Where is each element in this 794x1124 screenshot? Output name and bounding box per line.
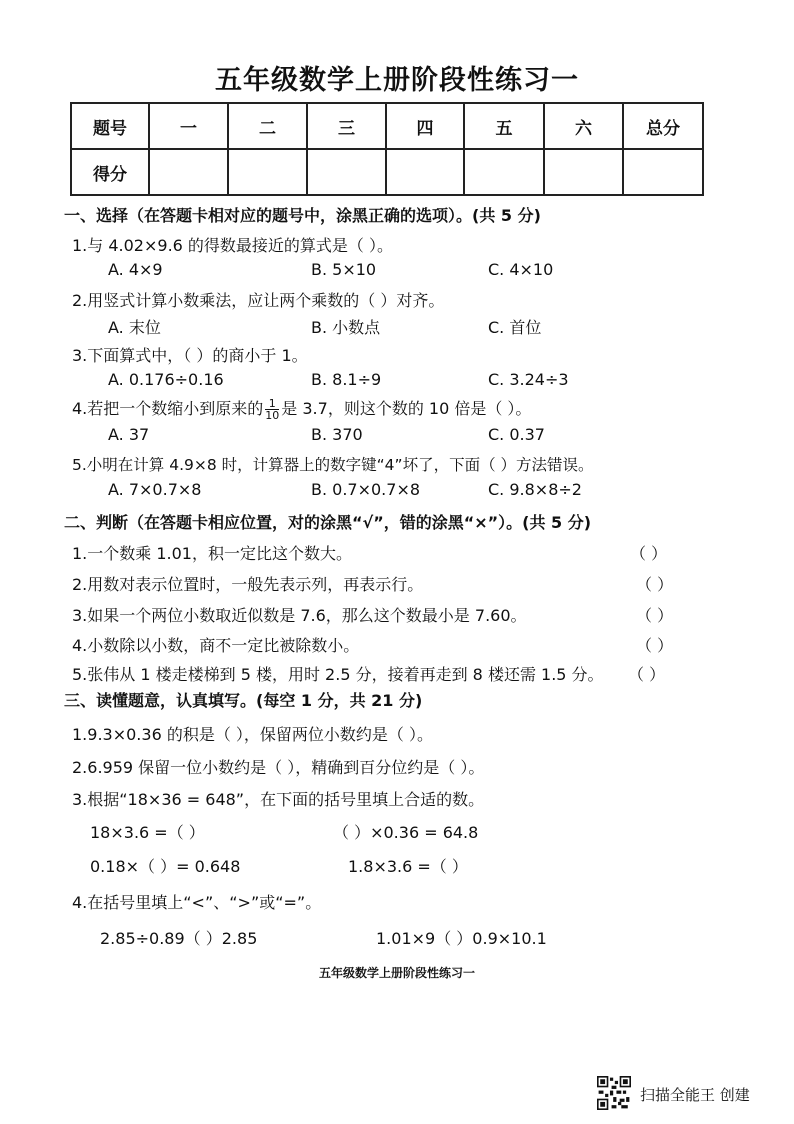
judge-item-3: 3.如果一个两位小数取近似数是 7.6，那么这个数最小是 7.60。 <box>72 606 527 625</box>
answer-parens: （ ） <box>636 636 674 655</box>
option-a: A. 末位 <box>108 318 161 337</box>
score-table-header-row <box>71 103 703 149</box>
judge-item-1: 1.一个数乘 1.01，积一定比这个数大。 <box>72 544 352 563</box>
page-footer: 五年级数学上册阶段性练习一 <box>318 966 475 980</box>
score-header-cell: 二 <box>228 103 307 149</box>
fill-question-3-a: 18×3.6 =（ ） <box>90 823 205 842</box>
score-header-cell: 五 <box>464 103 544 149</box>
question-1-2: 2.用竖式计算小数乘法，应让两个乘数的（ ）对齐。 <box>72 291 445 310</box>
option-c: C. 首位 <box>488 318 542 337</box>
section-3-heading: 三、读懂题意，认真填写。(每空 1 分，共 21 分) <box>64 691 423 710</box>
qr-code-icon <box>597 1076 631 1110</box>
score-table-score-row <box>71 149 703 195</box>
score-cell <box>228 149 307 195</box>
score-cell <box>544 149 623 195</box>
question-1-4-pre: 4.若把一个数缩小到原来的 <box>72 399 264 418</box>
answer-parens: （ ） <box>630 544 668 563</box>
fill-question-4-b: 1.01×9（ ）0.9×10.1 <box>376 929 547 948</box>
answer-parens: （ ） <box>636 606 674 625</box>
option-a: A. 0.176÷0.16 <box>108 370 224 389</box>
fraction-numerator: 1 <box>265 398 279 410</box>
fill-question-3: 3.根据“18×36 = 648”，在下面的括号里填上合适的数。 <box>72 790 485 809</box>
fraction-denominator: 10 <box>265 409 280 422</box>
score-table <box>70 102 704 196</box>
fill-question-1: 1.9.3×0.36 的积是（ ），保留两位小数约是（ ）。 <box>72 725 434 744</box>
option-b: B. 小数点 <box>311 318 381 337</box>
score-header-cell: 总分 <box>623 103 703 149</box>
option-b: B. 0.7×0.7×8 <box>311 480 421 499</box>
option-c: C. 9.8×8÷2 <box>488 480 582 499</box>
score-cell <box>386 149 464 195</box>
fill-question-4-a: 2.85÷0.89（ ）2.85 <box>100 929 258 948</box>
option-a: A. 7×0.7×8 <box>108 480 202 499</box>
question-1-4-post: 是 3.7，则这个数的 10 倍是（ ）。 <box>281 399 532 418</box>
fill-question-3-c: 0.18×（ ）= 0.648 <box>90 857 241 876</box>
option-b: B. 370 <box>311 425 363 444</box>
answer-parens: （ ） <box>628 665 666 684</box>
score-header-cell: 六 <box>544 103 623 149</box>
fraction <box>265 398 279 421</box>
judge-item-5: 5.张伟从 1 楼走楼梯到 5 楼，用时 2.5 分，接着再走到 8 楼还需 1.5 分。 <box>72 665 604 684</box>
score-header-cell: 三 <box>307 103 386 149</box>
score-cell <box>307 149 386 195</box>
option-b: B. 5×10 <box>311 260 377 279</box>
option-c: C. 4×10 <box>488 260 554 279</box>
score-header-cell: 一 <box>149 103 228 149</box>
score-row-label: 得分 <box>71 149 149 195</box>
option-a: A. 37 <box>108 425 150 444</box>
score-cell <box>623 149 703 195</box>
answer-parens: （ ） <box>636 575 674 594</box>
fill-question-4: 4.在括号里填上“<”、“>”或“=”。 <box>72 893 322 912</box>
option-c: C. 3.24÷3 <box>488 370 569 389</box>
section-2-heading: 二、判断（在答题卡相应位置，对的涂黑“√”，错的涂黑“×”）。(共 5 分) <box>64 513 592 532</box>
score-header-cell: 题号 <box>71 103 149 149</box>
judge-item-2: 2.用数对表示位置时，一般先表示列，再表示行。 <box>72 575 424 594</box>
fill-question-3-b: （ ）×0.36 = 64.8 <box>333 823 479 842</box>
score-header-cell: 四 <box>386 103 464 149</box>
option-c: C. 0.37 <box>488 425 545 444</box>
question-1-4 <box>72 396 531 421</box>
question-1-5: 5.小明在计算 4.9×8 时，计算器上的数字键“4”坏了，下面（ ）方法错误。 <box>72 456 594 474</box>
question-1-1: 1.与 4.02×9.6 的得数最接近的算式是（ ）。 <box>72 236 394 255</box>
score-cell <box>464 149 544 195</box>
exam-title: 五年级数学上册阶段性练习一 <box>215 65 579 96</box>
option-a: A. 4×9 <box>108 260 163 279</box>
section-1-heading: 一、选择（在答题卡相对应的题号中，涂黑正确的选项）。(共 5 分) <box>64 206 541 225</box>
fill-question-2: 2.6.959 保留一位小数约是（ ），精确到百分位约是（ ）。 <box>72 758 485 777</box>
score-cell <box>149 149 228 195</box>
fill-question-3-d: 1.8×3.6 =（ ） <box>348 857 468 876</box>
option-b: B. 8.1÷9 <box>311 370 382 389</box>
question-1-3: 3.下面算式中，（ ）的商小于 1。 <box>72 346 308 365</box>
scanner-watermark: 扫描全能王 创建 <box>640 1086 750 1104</box>
judge-item-4: 4.小数除以小数，商不一定比被除数小。 <box>72 636 360 655</box>
